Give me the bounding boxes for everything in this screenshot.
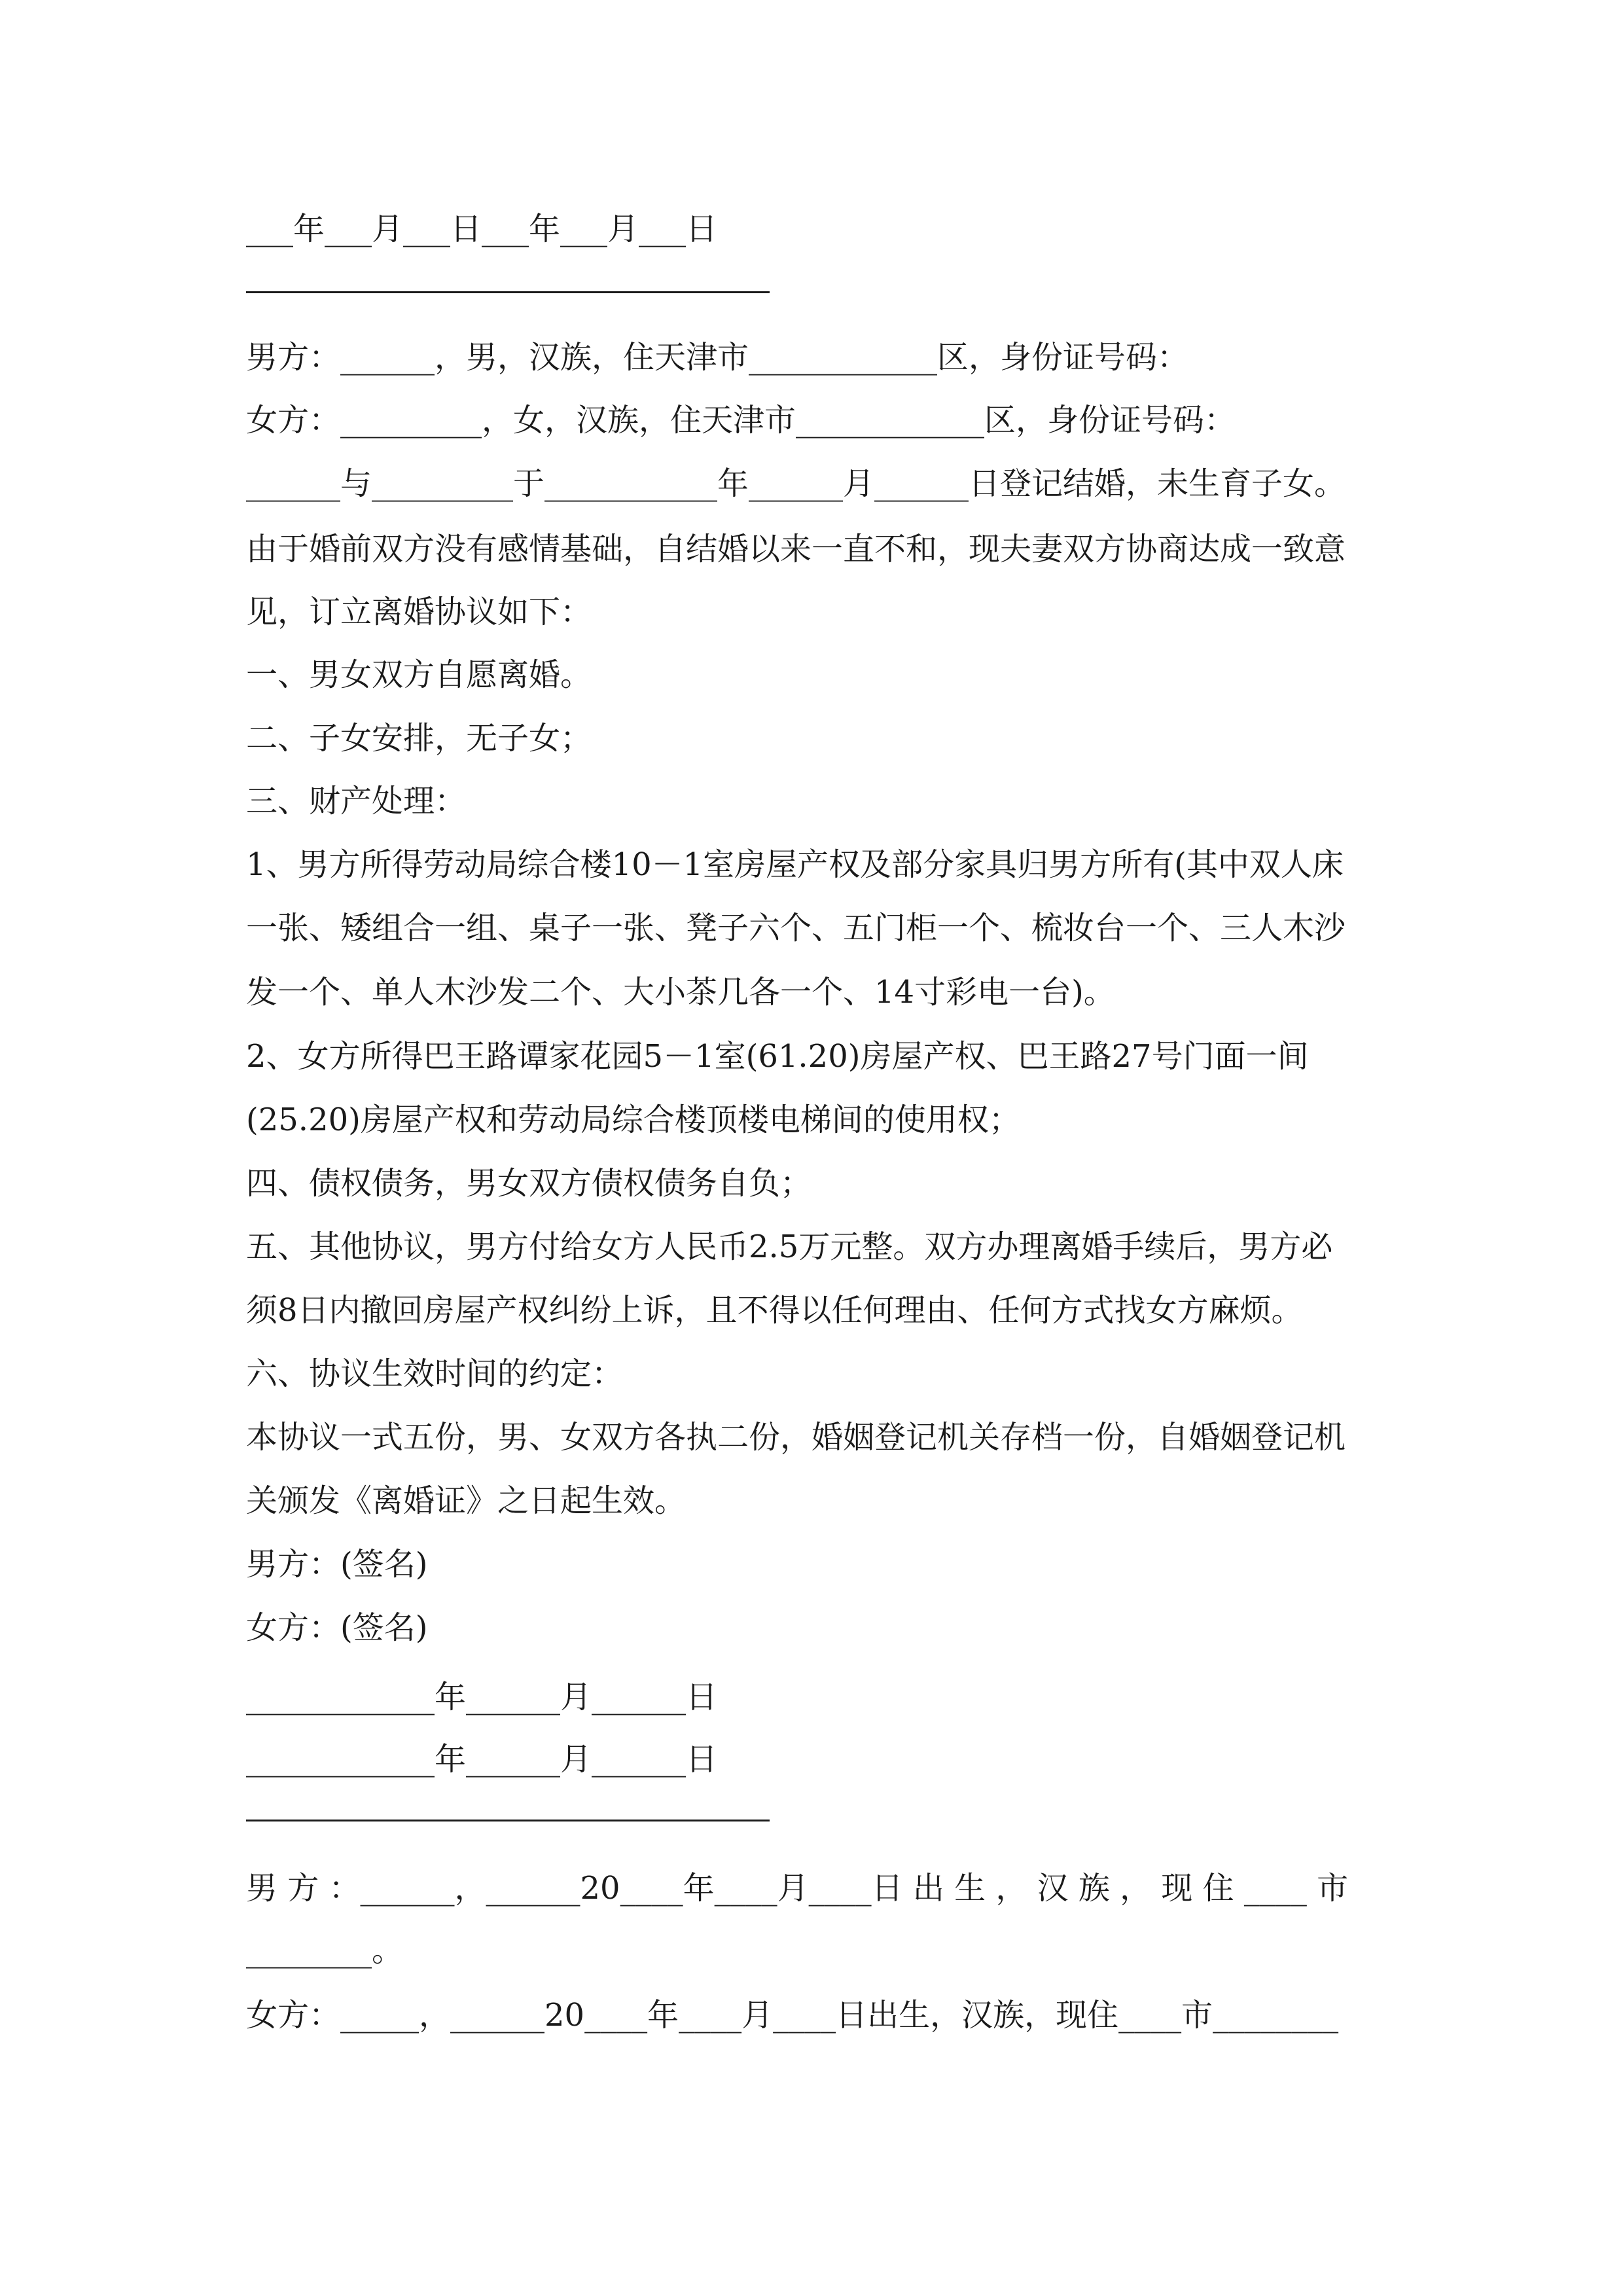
clause-6-heading: 六、协议生效时间的约定： — [246, 1355, 624, 1392]
clause-4: 四、债权债务，男女双方债权债务自负； — [246, 1165, 812, 1202]
clause-3-item-1-line-1: 1、男方所得劳动局综合楼10－1室房屋产权及部分家具归男方所有(其中双人床 — [246, 846, 1344, 883]
signature-date-line-1: ____________年______月______日 — [246, 1679, 718, 1715]
husband-birth-line-continued: ________。 — [246, 1932, 404, 1969]
wife-birth-line: 女方：_____，______20____年____月____日出生，汉族，现住____市________ — [246, 1997, 1339, 2034]
wife-info-line: 女方：_________，女，汉族，住天津市____________区，身份证号码： — [246, 402, 1236, 439]
clause-1: 一、男女双方自愿离婚。 — [246, 656, 592, 693]
clause-3-item-1-line-2: 一张、矮组合一组、桌子一张、凳子六个、五门柜一个、梳妆台一个、三人木沙 — [246, 910, 1346, 946]
separator-rule — [246, 291, 770, 293]
signature-date-line-2: ____________年______月______日 — [246, 1741, 718, 1778]
clause-2: 二、子女安排，无子女； — [246, 720, 592, 757]
clause-5-line-1: 五、其他协议，男方付给女方人民币2.5万元整。双方办理离婚手续后，男方必 — [246, 1229, 1333, 1265]
husband-birth-line: 男 方 ：______，______20____年____月____日 出 生 ， 汉 族 ， 现 住 ____ 市 — [246, 1870, 1349, 1907]
clause-5-line-2: 须8日内撤回房屋产权纠纷上诉，且不得以任何理由、任何方式找女方麻烦。 — [246, 1292, 1303, 1329]
clause-3-item-2-line-2: (25.20)房屋产权和劳动局综合楼顶楼电梯间的使用权； — [246, 1102, 1020, 1138]
preamble-line-2: 见，订立离婚协议如下： — [246, 594, 592, 630]
clause-3-heading: 三、财产处理： — [246, 783, 467, 819]
clause-6-line-2: 关颁发《离婚证》之日起生效。 — [246, 1482, 687, 1519]
clause-3-item-2-line-1: 2、女方所得巴王路谭家花园5－1室(61.20)房屋产权、巴王路27号门面一间 — [246, 1038, 1309, 1075]
preamble-line-1: 由于婚前双方没有感情基础，自结婚以来一直不和，现夫妻双方协商达成一致意 — [246, 531, 1346, 567]
husband-info-line: 男方：______，男，汉族，住天津市____________区，身份证号码： — [246, 339, 1189, 376]
wife-signature-line: 女方：(签名) — [246, 1609, 428, 1646]
clause-3-item-1-line-3: 发一个、单人木沙发二个、大小茶几各一个、14寸彩电一台)。 — [246, 974, 1115, 1011]
date-line: ___年___月___日___年___月___日 — [246, 211, 718, 247]
separator-rule — [246, 1820, 770, 1821]
husband-signature-line: 男方：(签名) — [246, 1546, 428, 1583]
clause-6-line-1: 本协议一式五份，男、女双方各执二份，婚姻登记机关存档一份，自婚姻登记机 — [246, 1419, 1346, 1456]
marriage-registration-line: ______与_________于___________年______月______日登记结婚，未生育子女。 — [246, 465, 1346, 502]
